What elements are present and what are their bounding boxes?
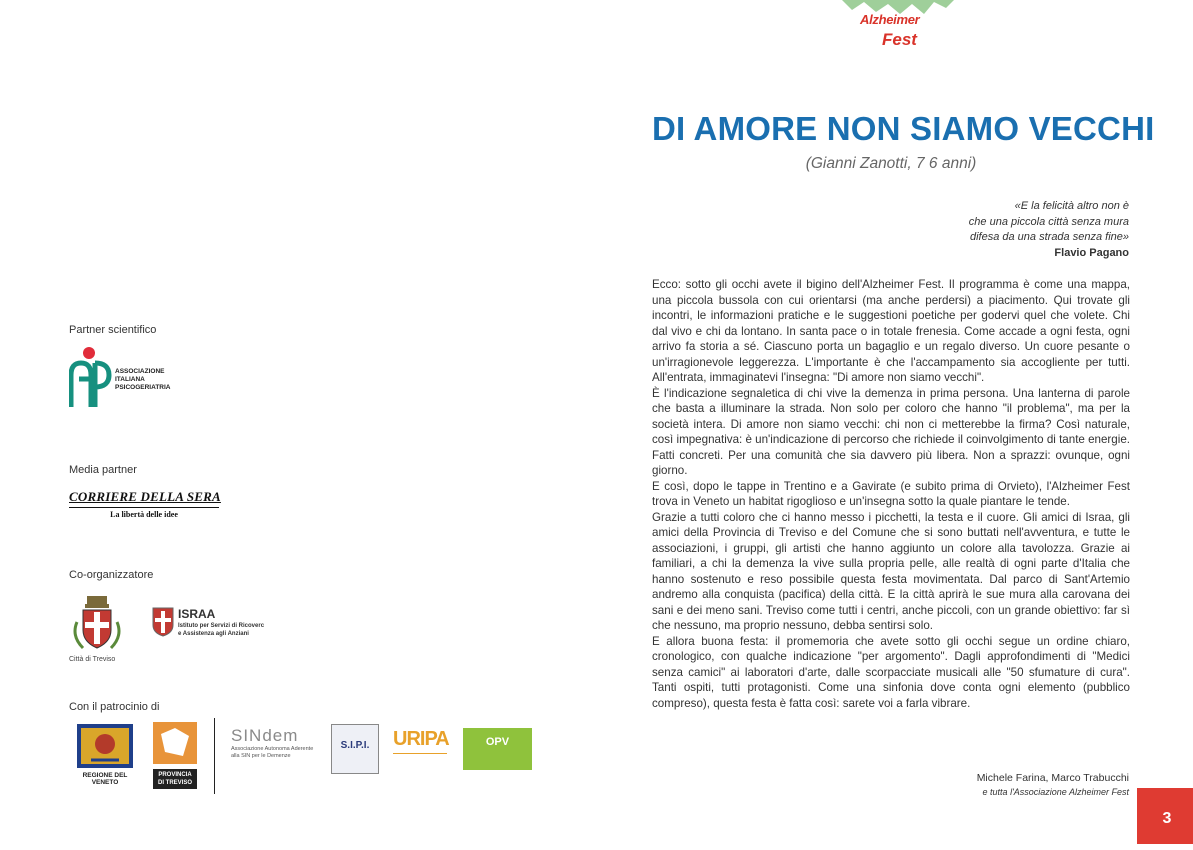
treviso-caption: Città di Treviso [69, 656, 116, 663]
corriere-name: CORRIERE DELLA SERA [69, 489, 221, 504]
sindem-subtitle: Associazione Autonoma Aderente alla SIN per le Demenze [231, 746, 314, 759]
provincia-treviso-logo [153, 722, 199, 789]
signature-association: e tutta l'Associazione Alzheimer Fest [982, 787, 1129, 797]
opv-logo [463, 728, 532, 770]
article-paragraph: E allora buona festa: il promemoria che avete sotto gli occhi segue un ordine chiaro, cronologico, con qualche indicazione "per argomento". Dagli approfondimenti di "Medici senza camici" ai laboratori d'arte, dalle scorpacciate musicali alle "50 sfumature di cura". Tanti ospiti, tutti protagonisti. Come una sinfonia dove conta ogni elemento (pubblico compreso), questa festa è fatta così: sarete voi a farla vibrare. [652, 634, 1130, 710]
sindem-name: SINdem [231, 726, 299, 745]
page-number: 3 [1162, 810, 1172, 827]
media-partner-label: Media partner [69, 464, 137, 476]
signature [652, 771, 1129, 799]
article-paragraph: E così, dopo le tappe in Trentino e a Gavirate (e subito prima di Orvieto), l'Alzheimer Fest trova in Veneto un habitat rigoglioso e un'insegna sotto la quale piantare le tende. [652, 479, 1130, 508]
corriere-tagline: La libertà delle idee [110, 510, 178, 519]
epigraph-line: «E la felicità altro non è [1014, 200, 1129, 212]
israa-logo [152, 607, 282, 643]
article-paragraph: Grazie a tutti coloro che ci hanno messo i picchetti, la testa e il cuore. Gli amici di Israa, gli amici della Provincia di Treviso e del Comune che si sono buttati nell'avventura, e tutte le associazioni, i gruppi, gli artisti che hanno aggiunto un colore alla tavolozza. Grazie ai familiari, a chi la demenza la vive sulla propria pelle, alle realtà di ogni parte d'Italia che hanno sostenuto e reso possibile questa festa movimentata. Dal parco di Sant'Artemio andremo alla conquista (pacifica) della città. E la città aprirà le sue mura alla carovana dei sani e dei meno sani. Treviso come tutti i centri, anche piccoli, con un grande obiettivo: far sì che nessuno, ma proprio nessuno, debba sentirsi solo. [652, 510, 1130, 632]
regione-veneto-emblem-icon [77, 724, 133, 768]
epigraph-author: Flavio Pagano [1054, 246, 1129, 259]
provincia-treviso-caption: PROVINCIA DI TREVISO [153, 769, 197, 789]
regione-veneto-logo [69, 724, 141, 786]
epigraph-line: che una piccola città senza mura [968, 215, 1129, 228]
article-body [652, 277, 1130, 711]
signature-names: Michele Farina, Marco Trabucchi [976, 772, 1129, 784]
partner-scientifico-label: Partner scientifico [69, 324, 157, 336]
page-number-tab [1137, 788, 1193, 844]
regione-veneto-caption: REGIONE DEL VENETO [82, 772, 128, 786]
opv-name: OPV [485, 736, 510, 748]
page-subtitle: (Gianni Zanotti, 7 6 anni) [805, 155, 977, 172]
patrocinio-divider [214, 718, 215, 794]
patrocinio-label: Con il patrocinio di [69, 701, 160, 713]
uripa-logo [393, 728, 447, 762]
epigraph-line: difesa da una strada senza fine» [969, 231, 1129, 243]
article-paragraph: È l'indicazione segnaletica di chi vive la demenza in prima persona. Una lanterna di parole che basta a illuminare la strada. Non solo per coloro che hanno "il problema", ma per la società intera. Di amore non siamo vecchi: chi non ci metterebbe la firma? Così naturale, così impegnativa: è un'indicazione di percorso che richiede il coinvolgimento di tante energie. Fatti concreti. Per una comunità che sia davvero più libera. Non a sprazzi: ovunque, ogni giorno. [652, 386, 1130, 477]
partners-column [69, 0, 589, 844]
patrocinio-logos [69, 718, 589, 798]
article-paragraph: Ecco: sotto gli occhi avete il bigino dell'Alzheimer Fest. Il programma è come una mappa, una piccola bussola con cui orientarsi (ma anche perdersi) a piacimento. Qui trovate gli incontri, le informazioni pratiche e le suggestioni poetiche per godervi quel che volete. Chi dal vivo e chi da lontano. In santa pace o in totale frenesia. Come accade a ogni festa, ogni arrivo fa storia a sé. Ciascuno porta un bagaglio e un regalo diverso. Un cuore pesante o un'irragionevole leggerezza. L'importante è che l'accampamento sia accogliente per tutti. All'entrata, immaginatevi l'insegna: "Di amore non siamo vecchi". [652, 278, 1130, 384]
logo-text-fest: Fest [882, 30, 917, 49]
alzheimer-fest-logo [842, 0, 954, 62]
co-organizzatore-label: Co-organizzatore [69, 569, 154, 581]
sipi-logo [331, 724, 379, 774]
page-title: DI AMORE NON SIAMO VECCHI [652, 110, 1155, 147]
epigraph [652, 199, 1129, 261]
corriere-della-sera-logo [69, 489, 219, 519]
sipi-name: S.I.P.I. [340, 740, 370, 751]
provincia-treviso-emblem-icon [153, 722, 197, 764]
uripa-name: URIPA [393, 728, 449, 750]
treviso-crest-icon [69, 592, 125, 654]
israa-shield-icon [152, 607, 174, 637]
israa-subtitle: Istituto per Servizi di Ricoverc e Assistenza agli Anziani [178, 623, 265, 637]
israa-name: ISRAA [178, 607, 216, 621]
aip-mark-icon [69, 345, 113, 409]
aip-name: ASSOCIAZIONE ITALIANA PSICOGERIATRIA [115, 368, 171, 391]
sindem-logo [231, 726, 321, 760]
logo-text-alzheimer: Alzheimer [860, 12, 920, 27]
